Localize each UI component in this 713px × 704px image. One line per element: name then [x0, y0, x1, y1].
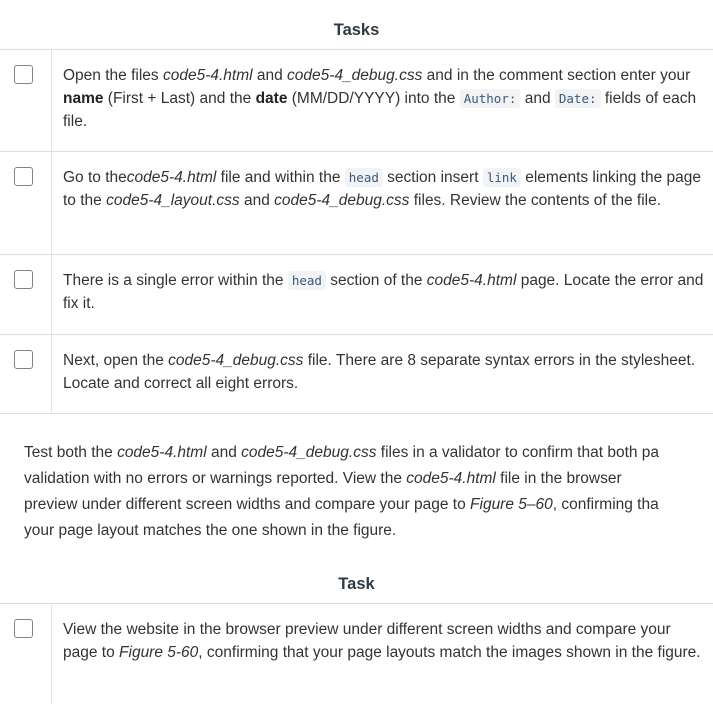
task-item	[0, 50, 713, 152]
task-heading: Task	[338, 575, 375, 593]
filename: code5-4.html	[162, 67, 253, 84]
task-item	[0, 335, 713, 414]
instructions-paragraph	[0, 414, 713, 544]
bold-term: name	[63, 90, 104, 107]
text-segment: section insert	[382, 169, 483, 186]
filename: code5-4.html	[126, 169, 217, 186]
text-segment: file and within the	[216, 169, 345, 186]
checkbox-cell	[0, 255, 52, 334]
filename: code5-4.html	[406, 470, 496, 487]
text-segment: and in the comment section enter your	[422, 67, 691, 84]
text-segment: validation with no errors or warnings reported. View the	[24, 470, 407, 487]
task-checkbox[interactable]	[14, 65, 33, 84]
code-keyword: Author:	[460, 89, 521, 108]
text-segment: and	[520, 90, 555, 107]
paragraph-line	[24, 466, 713, 492]
text-segment: fields of each file.	[63, 90, 697, 130]
text-segment: Next, open the	[63, 352, 169, 369]
paragraph-line: your page layout matches the one shown in the figure.	[24, 522, 397, 539]
bold-term: date	[255, 90, 288, 107]
filename: code5-4_debug.css	[241, 444, 377, 461]
task-checkbox[interactable]	[14, 167, 33, 186]
task-text	[52, 255, 713, 334]
text-segment: and	[206, 444, 242, 461]
task-checkbox[interactable]	[14, 350, 33, 369]
task-item	[0, 604, 713, 704]
task-text	[52, 152, 713, 254]
filename: code5-4.html	[426, 272, 517, 289]
text-segment: Open the files	[63, 67, 163, 84]
task-item	[0, 255, 713, 335]
text-segment: There is a single error within the	[63, 272, 288, 289]
filename: code5-4.html	[117, 444, 207, 461]
text-segment: file in the browser	[495, 470, 622, 487]
checkbox-cell	[0, 604, 52, 704]
code-keyword: head	[345, 168, 383, 187]
figure-reference: Figure 5–60	[470, 496, 553, 513]
text-segment: and	[239, 192, 275, 209]
task-item	[0, 152, 713, 255]
filename: code5-4_debug.css	[168, 352, 304, 369]
task-list	[0, 49, 713, 414]
text-segment: preview under different screen widths and compare your page to	[24, 496, 471, 513]
text-segment: Go to the	[63, 169, 127, 186]
code-keyword: head	[288, 271, 326, 290]
task-text	[52, 604, 713, 704]
text-segment: Test both the	[24, 444, 118, 461]
text-segment: elements linking the page to the	[63, 169, 702, 209]
filename: code5-4_layout.css	[106, 192, 240, 209]
paragraph-line	[24, 440, 713, 466]
text-segment: (MM/DD/YYYY) into the	[287, 90, 460, 107]
text-segment: , confirming tha	[552, 496, 659, 513]
text-segment: , confirming that your page layouts match the images shown in the figure.	[198, 644, 701, 661]
filename: code5-4_debug.css	[287, 67, 423, 84]
tasks-heading: Tasks	[333, 21, 380, 39]
task-checkbox[interactable]	[14, 619, 33, 638]
text-segment: and	[252, 67, 288, 84]
task-list	[0, 603, 713, 704]
text-segment: files in a validator to confirm that both pa	[376, 444, 660, 461]
task-text	[52, 335, 713, 413]
task-checkbox[interactable]	[14, 270, 33, 289]
task-section	[0, 544, 713, 704]
text-segment: files. Review the contents of the file.	[409, 192, 662, 209]
paragraph-line	[24, 492, 713, 518]
checkbox-cell	[0, 50, 52, 151]
text-segment: file. There are 8 separate syntax errors in the stylesheet. Locate and correct all eight errors.	[63, 352, 696, 392]
task-text	[52, 50, 713, 151]
checkbox-cell	[0, 335, 52, 413]
code-keyword: Date:	[555, 89, 601, 108]
code-keyword: link	[483, 168, 521, 187]
text-segment: View the website in the browser preview under different screen widths and compare your page to	[63, 621, 671, 661]
text-segment: section of the	[325, 272, 427, 289]
filename: code5-4_debug.css	[274, 192, 410, 209]
text-segment: page. Locate the error and fix it.	[63, 272, 704, 312]
checkbox-cell	[0, 152, 52, 254]
text-segment: (First + Last) and the	[103, 90, 256, 107]
figure-reference: Figure 5-60	[119, 644, 199, 661]
